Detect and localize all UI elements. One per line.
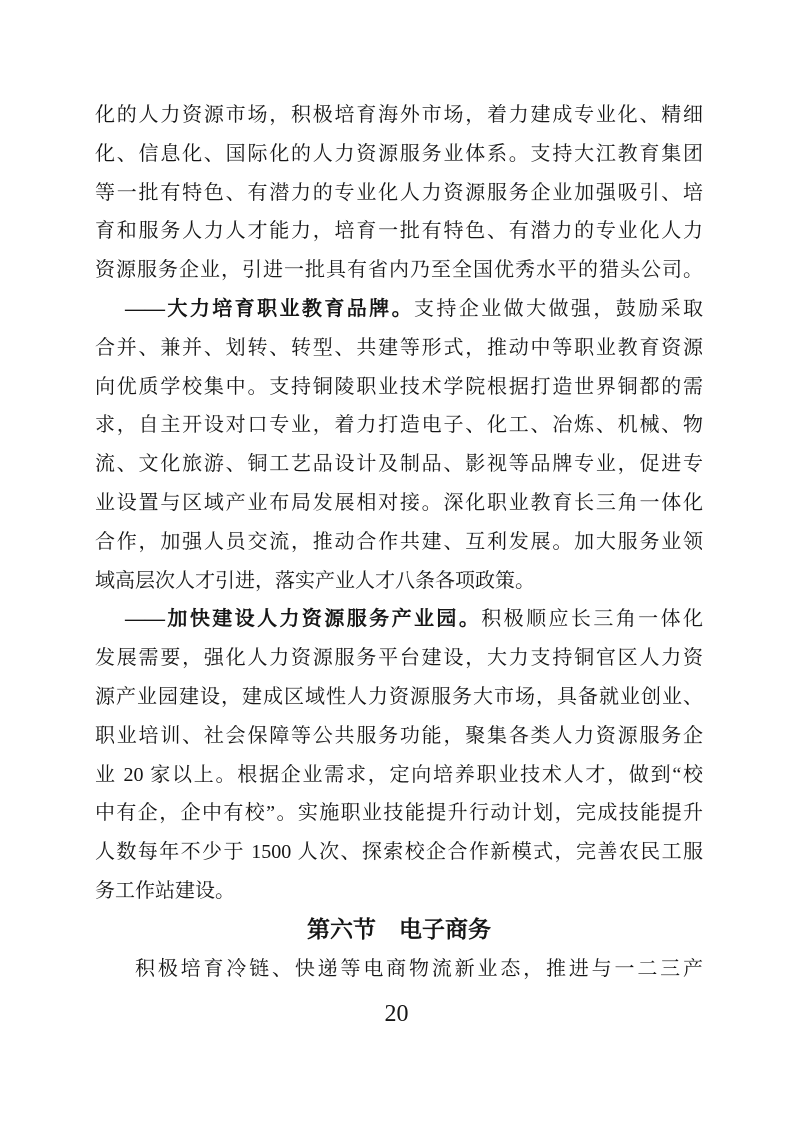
text-line <box>95 523 703 562</box>
text-segment: 求，自主开设对口专业，着力打造电子、化工、冶炼、机械、物 <box>95 414 703 437</box>
text-segment: 合作，加强人员交流，推动合作共建、互利发展。加大服务业领 <box>95 530 703 553</box>
bold-run-in-label: ——大力培育职业教育品牌。 <box>125 297 414 320</box>
text-segment: 流、文化旅游、铜工艺品设计及制品、影视等品牌专业，促进专 <box>95 453 703 476</box>
text-line <box>95 174 703 213</box>
text-line <box>95 212 703 251</box>
section-heading <box>95 911 703 950</box>
text-line <box>95 329 703 368</box>
bold-run-in-label: ——加快建设人力资源服务产业园。 <box>125 608 482 631</box>
text-segment: 积极顺应长三角一体化 <box>481 608 703 631</box>
text-segment: 业设置与区域产业布局发展相对接。深化职业教育长三角一体化 <box>95 491 703 514</box>
text-line <box>95 794 703 833</box>
text-segment: 务工作站建设。 <box>95 879 235 902</box>
text-line <box>95 406 703 445</box>
text-segment: 职业培训、社会保障等公共服务功能，聚集各类人力资源服务企 <box>95 724 703 747</box>
text-segment: 发展需要，强化人力资源服务平台建设，大力支持铜官区人力资 <box>95 647 703 670</box>
text-line <box>95 484 703 523</box>
text-line <box>95 135 703 174</box>
text-segment: 源产业园建设，建成区域性人力资源服务大市场，具备就业创业、 <box>95 685 703 708</box>
text-line <box>95 445 703 484</box>
text-segment: 化的人力资源市场，积极培育海外市场，着力建成专业化、精细 <box>95 104 703 126</box>
text-segment: 支持企业做大做强，鼓励采取 <box>414 297 703 320</box>
text-line <box>95 368 703 407</box>
text-segment: 业 20 家以上。根据企业需求，定向培养职业技术人才，做到“校 <box>95 763 703 786</box>
text-segment: 合并、兼并、划转、转型、共建等形式，推动中等职业教育资源 <box>95 336 703 359</box>
text-line <box>95 756 703 795</box>
text-segment: 积极培育冷链、快递等电商物流新业态，推进与一二三产 <box>135 957 703 980</box>
text-segment: 中有企，企中有校”。实施职业技能提升行动计划，完成技能提升 <box>95 802 703 825</box>
text-block <box>95 96 703 988</box>
text-segment: 育和服务人力人才能力，培育一批有特色、有潜力的专业化人力 <box>95 220 703 243</box>
text-segment: 资源服务企业，引进一批具有省内乃至全国优秀水平的猎头公司。 <box>95 259 703 282</box>
text-line <box>95 872 703 911</box>
text-line <box>95 833 703 872</box>
text-line <box>95 639 703 678</box>
text-line <box>95 562 703 601</box>
text-line <box>95 950 703 989</box>
text-line <box>95 600 703 639</box>
text-line <box>95 678 703 717</box>
text-segment: 域高层次人才引进，落实产业人才八条各项政策。 <box>95 569 535 592</box>
text-segment: 等一批有特色、有潜力的专业化人力资源服务企业加强吸引、培 <box>95 181 703 204</box>
text-line <box>95 290 703 329</box>
text-line <box>95 251 703 290</box>
text-segment: 人数每年不少于 1500 人次、探索校企合作新模式，完善农民工服 <box>95 841 703 864</box>
text-segment: 化、信息化、国际化的人力资源服务业体系。支持大江教育集团 <box>95 142 703 165</box>
text-segment: 向优质学校集中。支持铜陵职业技术学院根据打造世界铜都的需 <box>95 375 703 398</box>
bold-run-in-label: 第六节 电子商务 <box>307 916 491 942</box>
text-line <box>95 96 703 135</box>
page-number: 20 <box>384 1001 409 1027</box>
text-line <box>95 717 703 756</box>
